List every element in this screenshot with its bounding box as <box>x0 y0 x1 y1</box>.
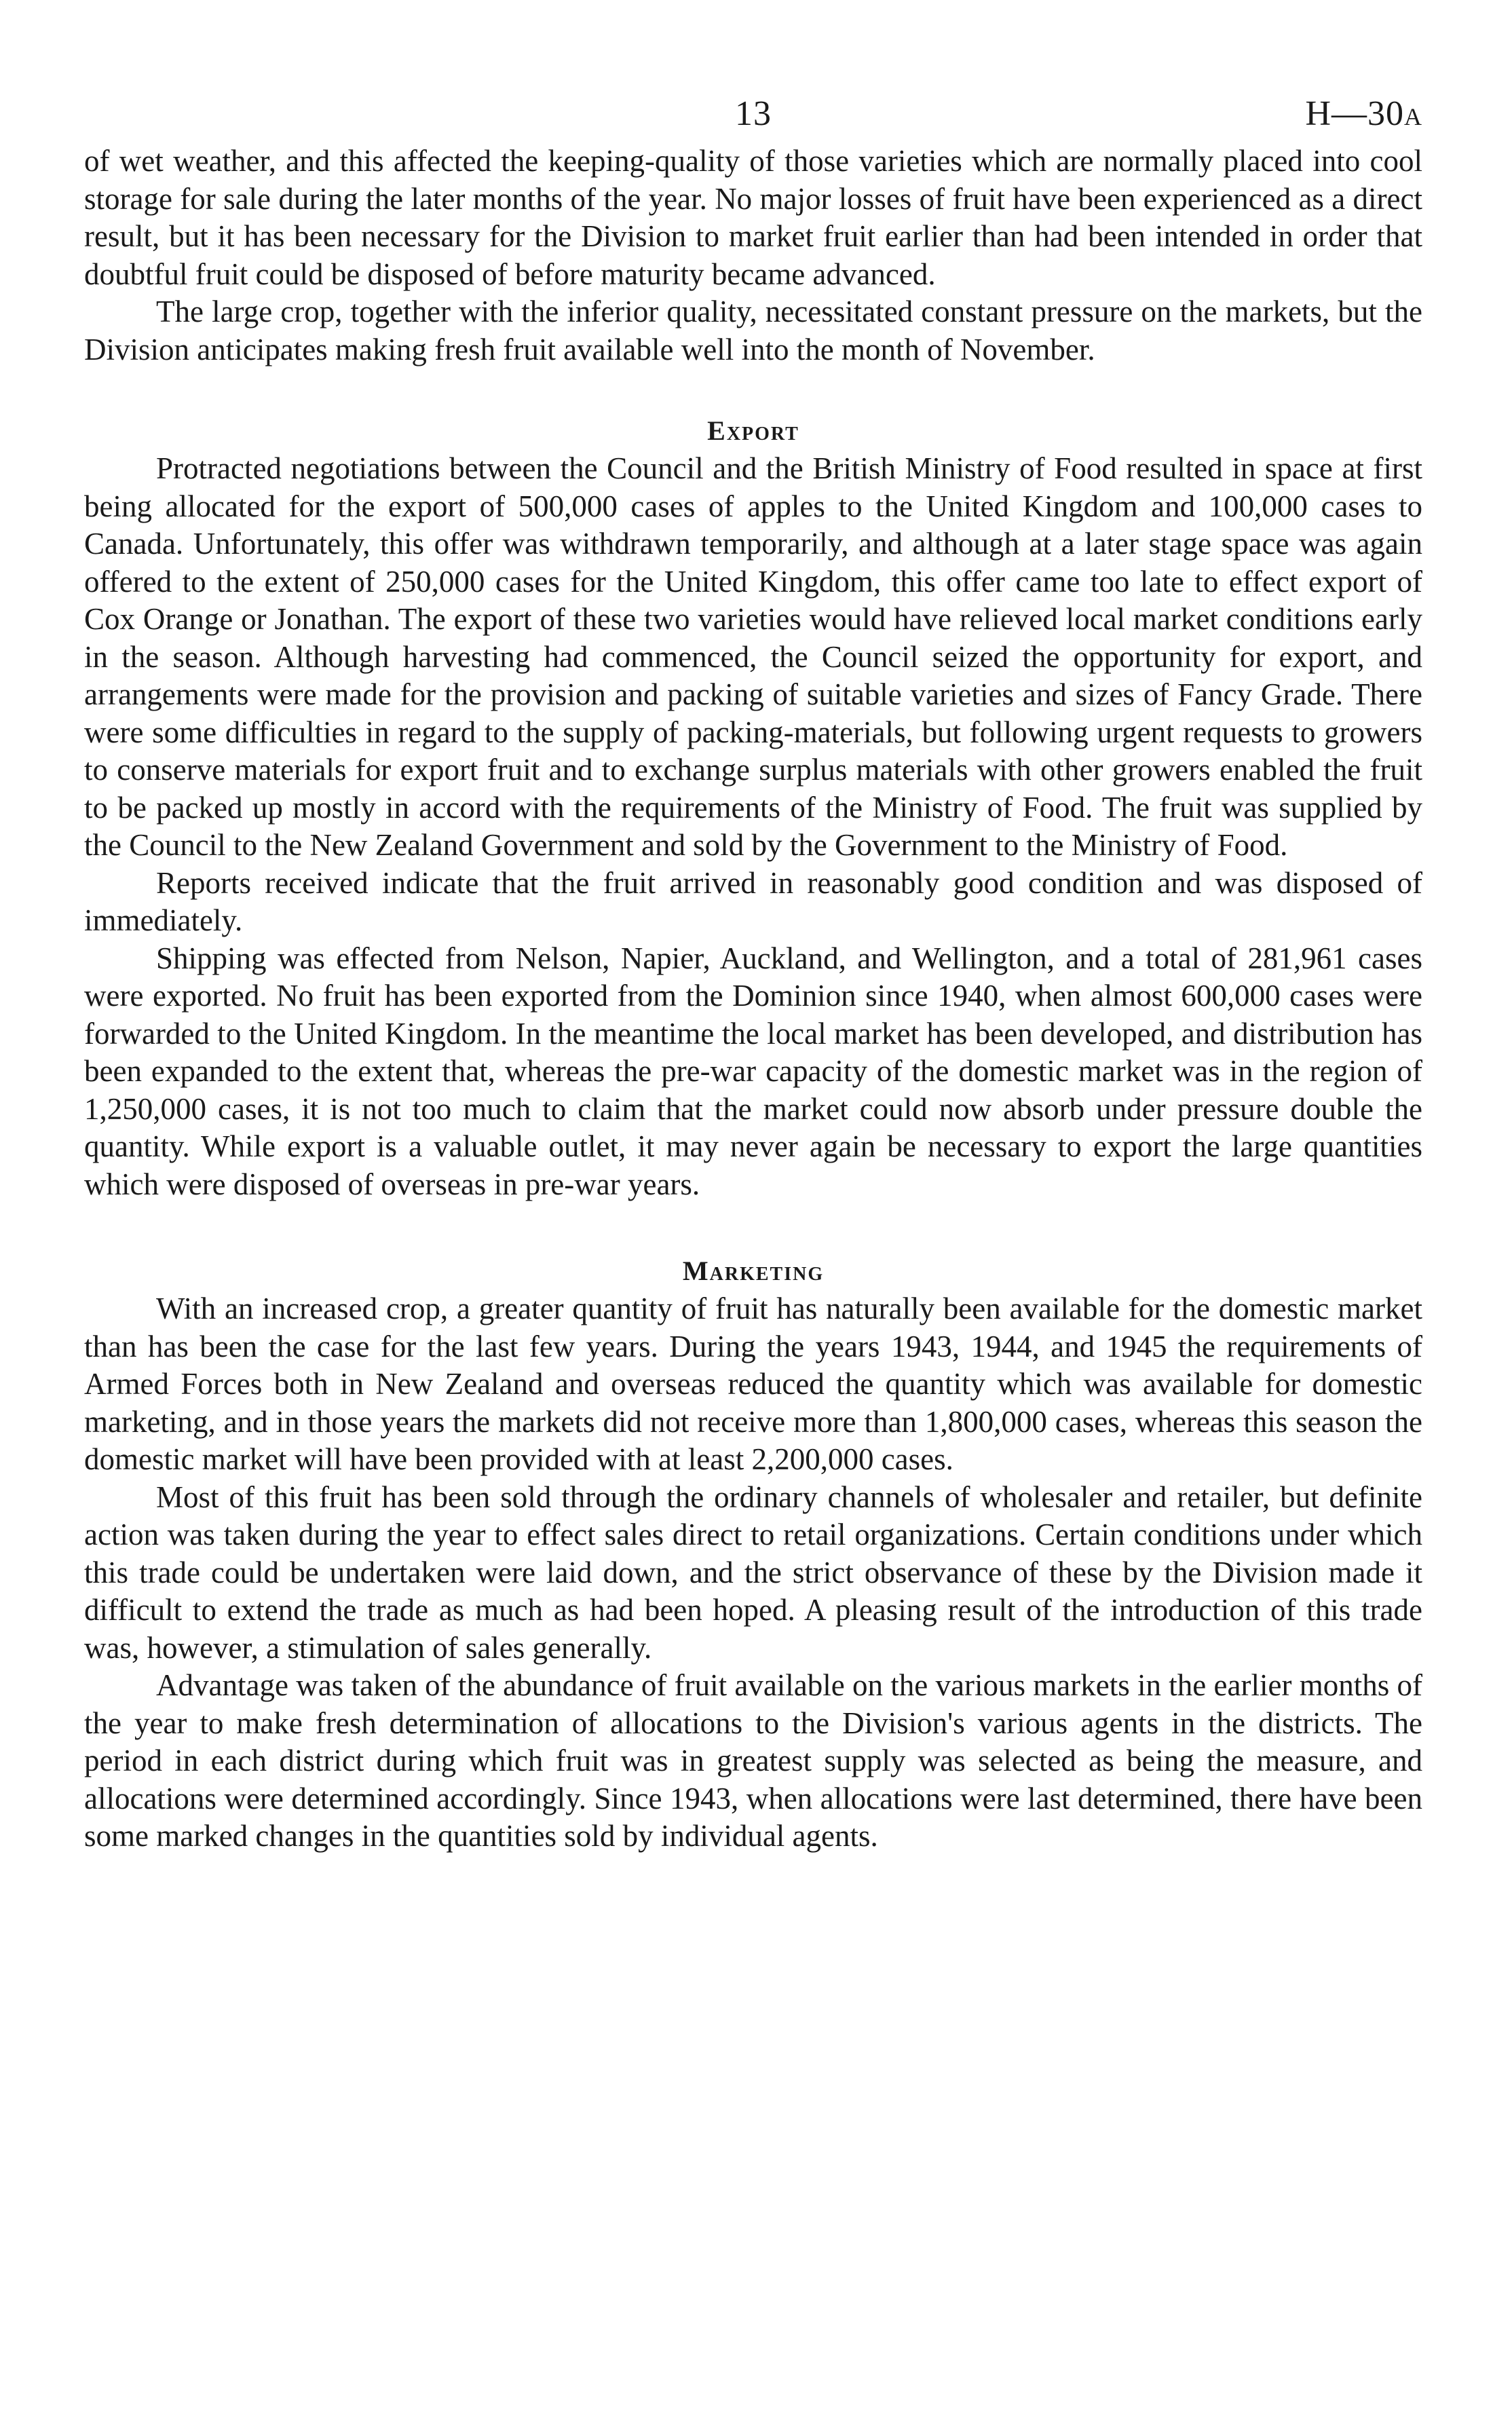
document-code <box>1305 94 1422 134</box>
intro-section <box>84 143 1422 369</box>
document-code-main: H—30 <box>1305 94 1404 133</box>
marketing-paragraph-3: Advantage was taken of the abundance of fruit available on the various markets in the earlier months of the year to make fresh determination of allocations to the Division's various agents in the districts. The period in each district during which fruit was in greatest supply was selected as being the measure, and allocations were determined accordingly. Since 1943, when allocations were last determined, there have been some marked changes in the quantities sold by individual agents. <box>84 1668 1422 1853</box>
marketing-paragraph-2: Most of this fruit has been sold through the ordinary channels of wholesaler and retailer, but definite action was taken during the year to effect sales direct to retail organizations. Certain conditions under which this trade could be undertaken were laid down, and the strict observance of these by the Division made it difficult to extend the trade as much as had been hoped. A pleasing result of the introduction of this trade was, however, a stimulation of sales generally. <box>84 1480 1422 1665</box>
export-paragraph-1: Protracted negotiations between the Council and the British Ministry of Food resulted in space at first being allocated for the export of 500,000 cases of apples to the United Kingdom and 100,000 cases to Canada. Unfortunately, this offer was withdrawn temporarily, and although at a later stage space was again offered to the extent of 250,000 cases for the United Kingdom, this offer came too late to effect export of Cox Orange or Jonathan. The export of these two varieties would have relieved local market conditions early in the season. Although harvesting had commenced, the Council seized the opportunity for export, and arrangements were made for the provision and packing of suitable varieties and sizes of Fancy Grade. There were some difficulties in regard to the supply of packing-materials, but following urgent requests to growers to conserve materials for export fruit and to exchange surplus materials with other growers enabled the fruit to be packed up mostly in accord with the requirements of the Ministry of Food. The fruit was supplied by the Council to the New Zealand Government and sold by the Government to the Ministry of Food. <box>84 451 1422 862</box>
document-code-suffix: A <box>1404 103 1422 130</box>
export-paragraph-3: Shipping was effected from Nelson, Napier, Auckland, and Wellington, and a total of 281,961 cases were exported. No fruit has been exported from the Dominion since 1940, when almost 600,000 cases were forwarded to the United Kingdom. In the meantime the local market has been developed, and distribution has been expanded to the extent that, whereas the pre-war capacity of the domestic market was in the region of 1,250,000 cases, it is not too much to claim that the market could now absorb under pressure double the quantity. While export is a valuable outlet, it may never again be necessary to export the large quantities which were disposed of overseas in pre-war years. <box>84 941 1422 1201</box>
export-section <box>84 412 1422 1203</box>
intro-paragraph-2: The large crop, together with the inferior quality, necessitated constant pressure on the markets, but the Division anticipates making fresh fruit available well into the month of November. <box>84 295 1422 366</box>
document-page <box>84 81 1422 1856</box>
marketing-heading: Marketing <box>682 1256 825 1286</box>
marketing-section <box>84 1252 1422 1856</box>
export-paragraph-2: Reports received indicate that the fruit arrived in reasonably good condition and was disposed of immediately. <box>84 865 1422 937</box>
intro-paragraph-1: of wet weather, and this affected the keeping-quality of those varieties which are normally placed into cool storage for sale during the later months of the year. No major losses of fruit have been experienced as a direct result, but it has been necessary for the Division to market fruit earlier than had been intended in order that doubtful fruit could be disposed of before maturity became advanced. <box>84 144 1422 291</box>
page-number: 13 <box>735 94 772 133</box>
page-header <box>84 81 1422 143</box>
export-heading: Export <box>707 415 799 446</box>
marketing-paragraph-1: With an increased crop, a greater quantity of fruit has naturally been available for the domestic market than has been the case for the last few years. During the years 1943, 1944, and 1945 the requirements of Armed Forces both in New Zealand and overseas reduced the quantity which was available for domestic marketing, and in those years the markets did not receive more than 1,800,000 cases, whereas this season the domestic market will have been provided with at least 2,200,000 cases. <box>84 1292 1422 1476</box>
